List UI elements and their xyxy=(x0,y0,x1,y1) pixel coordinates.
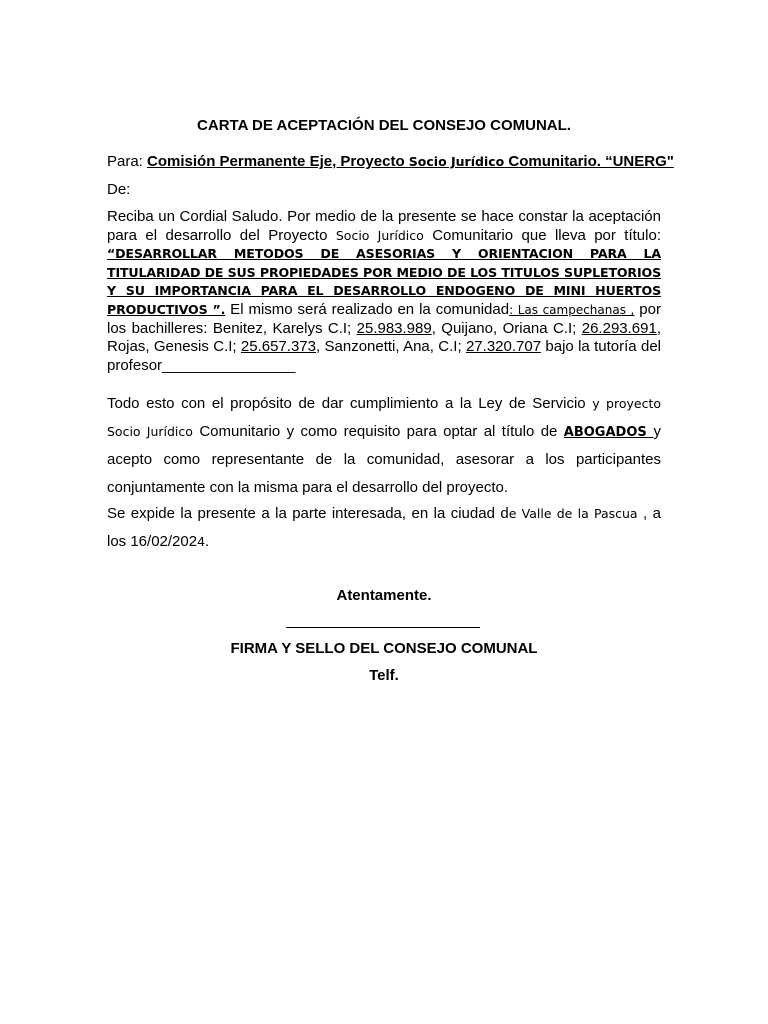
phone-label: Telf. xyxy=(369,667,399,684)
recipient-name xyxy=(147,153,674,170)
p1-intro-1: Reciba un Cordial Saludo. Por medio de la presente se hace constar la aceptación para el desarrollo del Proyecto xyxy=(107,208,661,244)
student-4: , Sanzonetti, Ana, C.I; xyxy=(316,338,466,356)
students-intro: por los bachilleres: Benitez, Karelys C.I; xyxy=(107,300,661,337)
student-2: , Quijano, Oriana C.I; xyxy=(431,319,582,337)
p2-part-1: Todo esto con el propósito de dar cumplimiento a la Ley de Servicio xyxy=(107,395,593,412)
signature-label: FIRMA Y SELLO DEL CONSEJO COMUNAL xyxy=(230,640,538,657)
degree-title: ABOGADOS xyxy=(563,424,654,440)
student-3: , Rojas, Genesis C.I; xyxy=(107,319,661,356)
sender-line: De: xyxy=(107,181,131,198)
p3-part-1: Se expide la presente a la parte interesada, en la ciudad d xyxy=(107,505,509,522)
student-ci-2: 26.293.691 xyxy=(581,319,657,337)
p1-intro-3: Comunitario que lleva por título: xyxy=(423,226,661,244)
closing-text: Atentamente. xyxy=(336,587,432,604)
recipient-line xyxy=(107,153,674,170)
p2-part-4: y acepto como representante de la comunidad, asesorar a los participantes conjuntamente con la misma para el desarrollo del proyecto. xyxy=(107,422,661,496)
recipient-part-1: Comisión Permanente Eje, Proyecto xyxy=(147,153,409,170)
project-title: “DESARROLLAR METODOS DE ASESORIAS Y ORIENTACION PARA LA TITULARIDAD DE SUS PROPIEDADES POR MEDIO DE LOS TITULOS SUPLETORIOS Y SU IMPORTANCIA PARA EL DESARROLLO ENDOGENO DE MINI HUERTOS PRODUCTIVOS ”. xyxy=(107,246,661,317)
student-ci-1: 25.983.989 xyxy=(356,319,432,337)
city-name: e Valle de la Pascua xyxy=(508,506,638,521)
p1-after-title: El mismo será realizado en la comunidad xyxy=(225,300,510,318)
student-ci-3: 25.657.373 xyxy=(240,338,316,356)
paragraph-purpose xyxy=(107,390,661,501)
issue-date: , a los 16/02/202 xyxy=(107,505,661,550)
paragraph-issuance xyxy=(107,500,661,555)
p1-intro-2: Socio Jurídico xyxy=(335,227,424,243)
paragraph-acceptance xyxy=(107,208,661,375)
p2-part-2: y proyecto Socio Jurídico xyxy=(107,396,661,439)
recipient-part-3: Comunitario. “UNERG" xyxy=(504,153,674,170)
p2-part-3: Comunitario y como requisito para optar al título de xyxy=(192,422,564,440)
tutor-line: bajo la tutoría del profesor________________ xyxy=(107,338,661,374)
student-ci-4: 27.320.707 xyxy=(465,338,542,356)
issue-date-digit: 4 xyxy=(197,533,206,549)
community-name: : Las campechanas , xyxy=(509,302,635,317)
signature-line xyxy=(286,627,480,628)
para-label: Para: xyxy=(107,153,143,170)
document-title: CARTA DE ACEPTACIÓN DEL CONSEJO COMUNAL. xyxy=(197,117,571,134)
p3-end: . xyxy=(205,532,210,550)
recipient-part-2: Socio Jurídico xyxy=(408,154,505,169)
